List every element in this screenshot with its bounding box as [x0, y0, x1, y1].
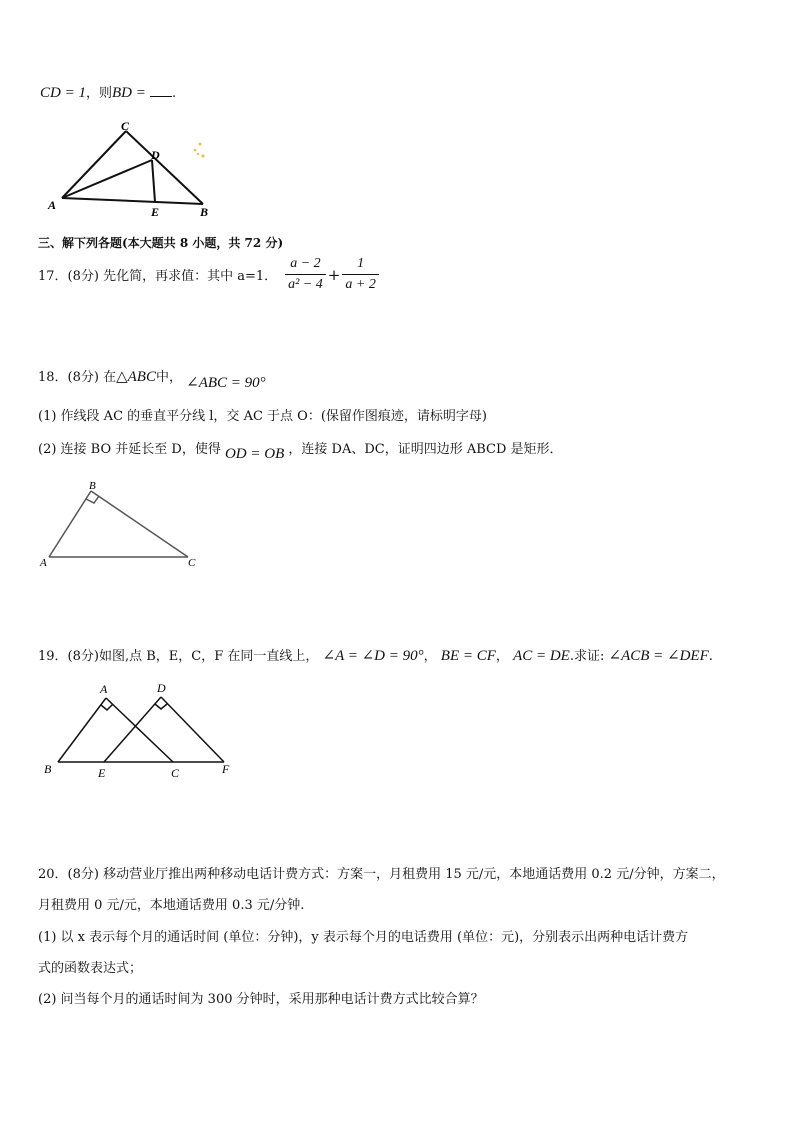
- stray-mark: [194, 143, 205, 158]
- label-d: D: [157, 681, 166, 695]
- expr-bd: BD =: [111, 85, 146, 101]
- q18-part-2-end: ，连接 DA、DC，证明四边形 ABCD 是矩形．: [288, 442, 563, 457]
- q19-end: .: [708, 649, 713, 664]
- q18-part-1: (1) 作线段 AC 的垂直平分线 l，交 AC 于点 O：(保留作图痕迹，请标明字母): [38, 409, 487, 424]
- q19-cond-angles: ∠A = ∠D = 90°: [322, 648, 424, 664]
- question-16-tail: [40, 82, 176, 102]
- fraction-2: [342, 256, 378, 293]
- fraction-1: [285, 256, 326, 293]
- label-b: B: [200, 205, 209, 219]
- q20-line-1: 20．(8分) 移动营业厅推出两种移动电话计费方式：方案一，月租费用 15 元/元，本地通话费用 0.2 元/分钟，方案二，: [38, 867, 725, 882]
- q17-prefix: 17．(8分) 先化简，再求值：其中 a=1．: [38, 269, 278, 284]
- fraction-1-numerator: a − 2: [285, 256, 326, 275]
- q18-mid: 中，: [155, 370, 182, 385]
- question-17: [38, 256, 381, 293]
- label-c: C: [121, 119, 130, 133]
- label-c: C: [188, 557, 196, 569]
- label-b: B: [89, 480, 96, 492]
- q19-sep-2: ，: [495, 649, 509, 664]
- label-a: A: [48, 198, 57, 212]
- q20-part-1: (1) 以 x 表示每个月的通话时间 (单位：分钟)，y 表示每个月的电话费用 (单位：元)，分别表示出两种电话计费方: [38, 930, 689, 945]
- q18-triangle: △ABC: [116, 369, 156, 385]
- label-c: C: [171, 766, 180, 780]
- q19-cond-ac-de: AC = DE: [513, 648, 570, 664]
- fraction-2-numerator: 1: [342, 256, 378, 275]
- expr-cd: CD = 1: [40, 85, 86, 101]
- q20-part-1-cont: 式的函数表达式；: [38, 961, 143, 976]
- q19-sep-1: ，: [423, 649, 437, 664]
- section-3-title: 三、解下列各题(本大题共 8 小题，共 72 分): [38, 236, 284, 250]
- q19-cond-be-cf: BE = CF: [440, 648, 496, 664]
- label-b: B: [44, 762, 52, 776]
- q18-od-ob: OD = OB: [224, 446, 285, 462]
- answer-blank: [150, 84, 172, 97]
- triangle-figure-1: [40, 118, 220, 222]
- q18-part-2: [38, 438, 563, 462]
- question-18: [38, 366, 266, 391]
- right-triangle-figure: [36, 478, 206, 570]
- q20-part-2: (2) 问当每个月的通话时间为 300 分钟时，采用那种电话计费方式比较合算？: [38, 992, 484, 1007]
- fraction-2-denominator: a + 2: [345, 277, 376, 292]
- period: .: [172, 86, 177, 101]
- q19-goal: ∠ACB = ∠DEF: [608, 648, 709, 664]
- q18-angle: ∠ABC = 90°: [186, 375, 266, 391]
- two-triangles-figure: [38, 680, 238, 780]
- q20-line-2: 月租费用 0 元/元，本地通话费用 0.3 元/分钟.: [38, 898, 305, 913]
- q19-prove: .求证:: [569, 649, 605, 664]
- text-then: ，则: [85, 86, 112, 101]
- label-e: E: [151, 205, 160, 219]
- question-19: [38, 645, 713, 665]
- q18-part-2-start: (2) 连接 BO 并延长至 D，使得: [38, 442, 221, 457]
- q19-prefix: 19．(8分)如图,点 B，E，C，F 在同一直线上，: [38, 649, 319, 664]
- label-a: A: [100, 682, 108, 696]
- label-e: E: [98, 766, 106, 780]
- label-f: F: [222, 762, 230, 776]
- label-a: A: [40, 557, 47, 569]
- plus-sign: +: [327, 265, 341, 284]
- fraction-1-denominator: a² − 4: [288, 277, 323, 292]
- q18-prefix: 18．(8分) 在: [38, 370, 117, 385]
- label-d: D: [151, 148, 160, 162]
